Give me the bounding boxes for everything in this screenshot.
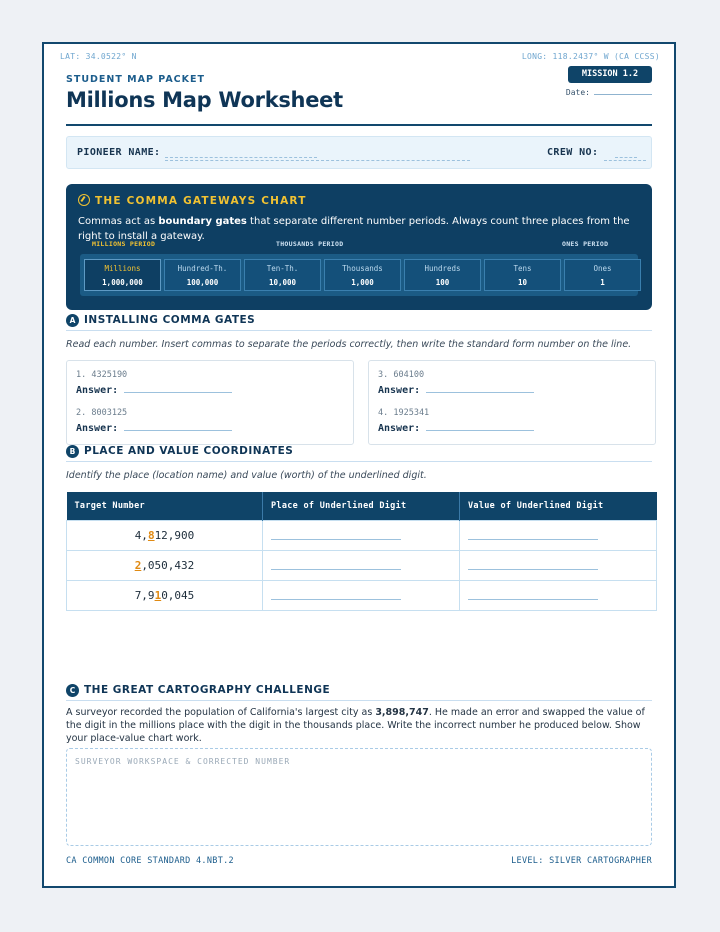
header-divider <box>66 124 652 126</box>
place-cell-millions: Millions 1,000,000 <box>84 259 161 291</box>
answer-2[interactable]: Answer: <box>76 422 232 434</box>
place-answer-line[interactable] <box>271 559 401 570</box>
section-a-instructions: Read each number. Insert commas to separate the periods correctly, then write the standard form number on the line. <box>66 339 632 350</box>
column-header: Value of Underlined Digit <box>460 492 657 521</box>
place-answer-line[interactable] <box>271 529 401 540</box>
date-line[interactable] <box>594 94 652 95</box>
answer-3-line[interactable] <box>426 384 534 393</box>
column-header: Target Number <box>67 492 263 521</box>
date-label: Date: <box>565 88 590 97</box>
question-1: 1. 4325190 Answer: <box>76 370 232 396</box>
table-row <box>67 551 657 581</box>
mission-badge: MISSION 1.2 <box>568 66 652 83</box>
column-header: Place of Underlined Digit <box>263 492 460 521</box>
compass-icon <box>78 194 90 206</box>
surveyor-workspace[interactable] <box>66 748 652 846</box>
level-footer: LEVEL: SILVER CARTOGRAPHER <box>511 856 652 866</box>
chart-description: Commas act as boundary gates that separate different number periods. Always count three places from the right to install a gateway. <box>78 216 630 242</box>
question-box-right <box>368 360 656 445</box>
underlined-digit: 2 <box>134 559 142 572</box>
table-row <box>67 521 657 551</box>
crew-no-line[interactable] <box>615 157 637 158</box>
section-b-instructions: Identify the place (location name) and value (worth) of the underlined digit. <box>66 470 427 481</box>
ones-period-label: ONES PERIOD <box>562 240 609 248</box>
question-2: 2. 8003125 Answer: <box>76 408 232 434</box>
place-answer-cell[interactable] <box>263 551 460 581</box>
question-box-left <box>66 360 354 445</box>
target-number: 7,910,045 <box>67 581 263 611</box>
answer-2-line[interactable] <box>124 422 232 431</box>
latitude-readout: LAT: 34.0522° N <box>60 52 137 61</box>
table-row <box>67 581 657 611</box>
section-a-badge: A <box>66 314 79 327</box>
section-a-title: INSTALLING COMMA GATES <box>84 314 256 326</box>
section-c-badge: C <box>66 684 79 697</box>
place-value-row <box>80 254 638 296</box>
answer-4-line[interactable] <box>426 422 534 431</box>
answer-1[interactable]: Answer: <box>76 384 232 396</box>
page-title: Millions Map Worksheet <box>66 88 343 112</box>
section-b-badge: B <box>66 445 79 458</box>
place-answer-cell[interactable] <box>263 521 460 551</box>
underlined-digit: 1 <box>154 589 162 602</box>
place-cell-tens: Tens 10 <box>484 259 561 291</box>
section-b-header <box>66 445 652 462</box>
target-number: 2,050,432 <box>67 551 263 581</box>
value-answer-cell[interactable] <box>460 581 657 611</box>
section-c-title: THE GREAT CARTOGRAPHY CHALLENGE <box>84 684 331 696</box>
value-answer-line[interactable] <box>468 529 598 540</box>
value-answer-cell[interactable] <box>460 551 657 581</box>
place-answer-cell[interactable] <box>263 581 460 611</box>
date-field[interactable] <box>566 88 652 97</box>
place-answer-line[interactable] <box>271 589 401 600</box>
place-cell-ones: Ones 1 <box>564 259 641 291</box>
section-a-header <box>66 314 652 331</box>
answer-3[interactable]: Answer: <box>378 384 534 396</box>
question-4: 4. 1925341 Answer: <box>378 408 534 434</box>
value-answer-line[interactable] <box>468 589 598 600</box>
underlined-digit: 8 <box>147 529 155 542</box>
place-cell-thousands: Thousands 1,000 <box>324 259 401 291</box>
place-cell-hundreds: Hundreds 100 <box>404 259 481 291</box>
chart-title: THE COMMA GATEWAYS CHART <box>78 194 307 207</box>
worksheet-page <box>42 42 676 888</box>
standard-footer: CA COMMON CORE STANDARD 4.NBT.2 <box>66 856 234 866</box>
longitude-readout: LONG: 118.2437° W (CA CCSS) <box>521 52 660 61</box>
packet-label: STUDENT MAP PACKET <box>66 74 205 85</box>
section-b-title: PLACE AND VALUE COORDINATES <box>84 445 294 457</box>
table-header-row <box>67 492 657 521</box>
target-number: 4,812,900 <box>67 521 263 551</box>
thousands-period-label: THOUSANDS PERIOD <box>276 240 344 248</box>
place-cell-hundred-thousands: Hundred-Th. 100,000 <box>164 259 241 291</box>
name-bar <box>66 136 652 169</box>
crew-no-underline <box>604 160 646 161</box>
pioneer-name-underline <box>165 160 470 161</box>
value-answer-cell[interactable] <box>460 521 657 551</box>
answer-4[interactable]: Answer: <box>378 422 534 434</box>
place-value-table <box>66 492 657 611</box>
challenge-text: A surveyor recorded the population of California's largest city as 3,898,747. He made an error and swapped the value of the digit in the millions place with the digit in the thousands place. Write the incorrect number he produced below. Show your place-value chart work. <box>66 707 645 744</box>
workspace-label: SURVEYOR WORKSPACE & CORRECTED NUMBER <box>75 757 291 766</box>
value-answer-line[interactable] <box>468 559 598 570</box>
millions-period-label: MILLIONS PERIOD <box>92 240 156 248</box>
section-c-header <box>66 684 652 701</box>
place-cell-ten-thousands: Ten-Th. 10,000 <box>244 259 321 291</box>
pioneer-name-line[interactable] <box>165 157 317 158</box>
comma-gateways-chart <box>66 184 652 310</box>
question-3: 3. 604100 Answer: <box>378 370 534 396</box>
pioneer-name-label: PIONEER NAME: <box>77 147 161 158</box>
crew-no-label: CREW NO: <box>547 147 599 158</box>
answer-1-line[interactable] <box>124 384 232 393</box>
